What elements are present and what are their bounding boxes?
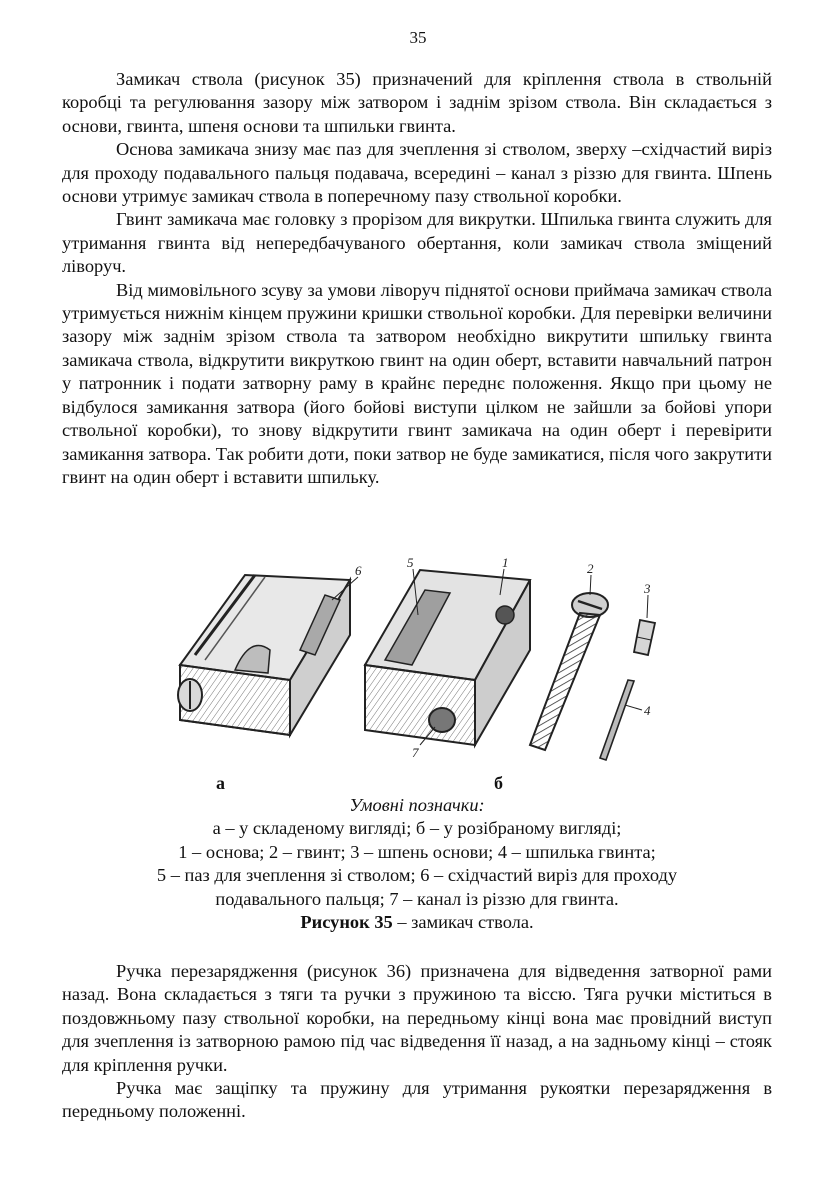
paragraph: Ручка перезарядження (рисунок 36) призначена для відведення затворної рами назад. Вона складається з тяги та ручки з пружиною та віссю. Тяга ручки міститься в поздовжньому пазу ствольної коробки, на передньому кінці вона має провідний виступ для зчеплення із затворною рамою під час відведення її назад, а на задньому кінці – стояк для кріплення ручки. bbox=[62, 961, 772, 1075]
legend-line: а – у складеному вигляді; б – у розібраному вигляді; bbox=[212, 818, 622, 839]
figure-title bbox=[62, 911, 772, 934]
legend-line: подавального пальця; 7 – канал із різзю для гвинта. bbox=[215, 888, 619, 909]
callout-7: 7 bbox=[412, 745, 419, 760]
paragraph: Замикач ствола (рисунок 35) призначений для кріплення ствола в ствольній коробці та регулювання зазору між затвором і заднім зрізом ствола. Він складається з основи, гвинта, шпеня основи та шпильки гвинта. bbox=[62, 69, 772, 136]
callout-2: 2 bbox=[587, 561, 594, 576]
legend-line: 5 – паз для зчеплення зі стволом; 6 – східчастий виріз для проходу bbox=[156, 865, 678, 886]
disassembled-screw bbox=[530, 593, 608, 750]
callout-3: 3 bbox=[644, 581, 651, 596]
paragraph: Гвинт замикача має головку з прорізом для викрутки. Шпилька гвинта служить для утримання гвинта від непередбачуваного обертання, коли замикач ствола зміщений ліворуч. bbox=[62, 209, 772, 277]
page-number: 35 bbox=[409, 28, 427, 47]
figure-label-a: а bbox=[216, 773, 225, 793]
callout-4: 4 bbox=[644, 703, 651, 718]
callout-6: 6 bbox=[355, 563, 362, 578]
figure-number: Рисунок 35 bbox=[300, 912, 393, 933]
paragraph: Ручка має защіпку та пружину для утримання рукоятки перезарядження в передньому положенні. bbox=[62, 1078, 772, 1122]
figure-label-b: б bbox=[494, 773, 503, 793]
disassembled-pin bbox=[600, 620, 655, 760]
assembled-lock bbox=[178, 575, 350, 735]
figure-caption bbox=[62, 794, 772, 934]
paragraph: Основа замикача знизу має паз для зчеплення зі стволом, зверху –східчастий виріз для проходу подавального пальця подавача, всередині – канал з різзю для гвинта. Шпень основи утримує замикач ствола в поперечному пазу ствольної коробки. bbox=[62, 139, 772, 207]
legend-line: 1 – основа; 2 – гвинт; 3 – шпень основи; 4 – шпилька гвинта; bbox=[178, 841, 656, 862]
callout-5: 5 bbox=[407, 555, 414, 570]
callout-1: 1 bbox=[502, 555, 509, 570]
paragraph: Від мимовільного зсуву за умови ліворуч піднятої основи приймача замикач ствола утримується нижнім кінцем пружини кришки ствольної коробки. Для перевірки величини зазору між заднім зрізом ствола та затвором необхідно викрутити шпильку гвинта замикача ствола, відкрутити викруткою гвинт на один оберт, вставити навчальний патрон у патронник і подати затворну раму в крайнє переднє положення. Якщо при цьому не відбулося замикання затвора (його бойові виступи цілком не зайшли за бойові упори ствольної коробки), то знову відкрутити гвинт замикача на один оберт і перевірити замикання затвора. Так робити доти, поки затвор не буде замикатися, після чого закрутити гвинт на один оберт і вставити шпильку. bbox=[62, 279, 772, 487]
body-text-top bbox=[62, 68, 772, 489]
figure-35-drawing bbox=[150, 555, 680, 770]
disassembled-base bbox=[365, 570, 530, 745]
legend-title: Умовні позначки: bbox=[349, 795, 485, 815]
figure-title-text: – замикач ствола. bbox=[392, 912, 534, 933]
body-text-bottom bbox=[62, 960, 772, 1124]
